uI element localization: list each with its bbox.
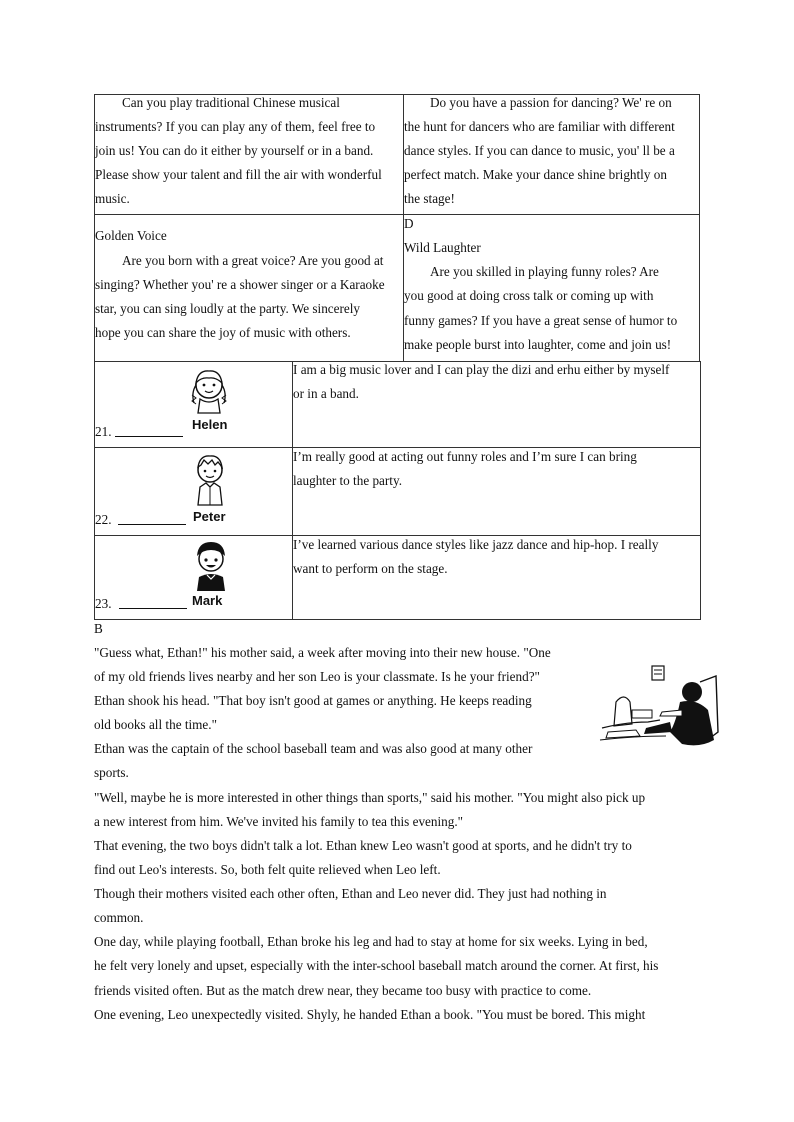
passage-line: Though their mothers visited each other often, Ethan and Leo never did. They just had nothing in <box>94 886 607 901</box>
passage-line: common. <box>94 910 144 925</box>
peter-statement-line: laughter to the party. <box>293 473 403 488</box>
passage-line: he felt very lonely and upset, especially with the inter-school baseball match around the corner. At first, his <box>94 958 659 973</box>
question-number: 22. <box>95 512 112 527</box>
passage-line: One day, while playing football, Ethan broke his leg and had to stay at home for six weeks. Lying in bed, <box>94 934 648 949</box>
mark-statement-line: want to perform on the stage. <box>293 561 448 576</box>
helen-name: Helen <box>192 417 228 432</box>
passage-line: friends visited often. But as the match drew near, they became too busy with practice to come. <box>94 983 592 998</box>
answer-blank-23[interactable] <box>119 598 187 609</box>
ad-table-horizontal-divider <box>94 214 700 215</box>
ad-a-line: Please show your talent and fill the air with wonderful <box>95 167 382 182</box>
ad-b-line: the stage! <box>404 191 455 206</box>
helen-statement-line: I am a big music lover and I can play the dizi and erhu either by myself <box>293 362 670 377</box>
question-number: 23. <box>95 596 112 611</box>
answer-blank-21[interactable] <box>115 426 183 437</box>
helen-girl-icon <box>186 365 232 415</box>
mark-boy-icon <box>189 539 233 593</box>
ad-b-line: the hunt for dancers who are familiar with different <box>404 119 675 134</box>
ad-d-title: Wild Laughter <box>404 240 481 255</box>
ad-a-line: join us! You can do it either by yourself or in a band. <box>95 143 374 158</box>
passage-line: "Well, maybe he is more interested in other things than sports," said his mother. "You might also pick up <box>94 790 646 805</box>
passage-line: a new interest from him. We've invited his family to tea this evening." <box>94 814 464 829</box>
match-table-row-divider <box>94 535 701 536</box>
ad-c-line: Are you born with a great voice? Are you good at <box>122 253 384 268</box>
match-table-row-divider <box>94 447 701 448</box>
ad-a-line: music. <box>95 191 130 206</box>
answer-blank-22[interactable] <box>118 514 186 525</box>
peter-name: Peter <box>193 509 226 524</box>
peter-boy-icon <box>188 451 232 507</box>
passage-line: sports. <box>94 765 129 780</box>
passage-line: Ethan was the captain of the school baseball team and was also good at many other <box>94 741 533 756</box>
passage-line: old books all the time." <box>94 717 217 732</box>
passage-line: One evening, Leo unexpectedly visited. Shyly, he handed Ethan a book. "You must be bored. This might <box>94 1007 646 1022</box>
ad-d-line: make people burst into laughter, come and join us! <box>404 337 672 352</box>
ad-a-line: instruments? If you can play any of them, feel free to <box>95 119 376 134</box>
passage-letter: B <box>94 621 103 636</box>
ad-d-line: Are you skilled in playing funny roles? Are <box>430 264 659 279</box>
passage-line: of my old friends lives nearby and her son Leo is your classmate. Is he your friend?" <box>94 669 540 684</box>
question-number: 21. <box>95 424 112 439</box>
passage-line: find out Leo's interests. So, both felt quite relieved when Leo left. <box>94 862 441 877</box>
ad-d-letter: D <box>404 216 414 231</box>
ad-c-line: hope you can share the joy of music with others. <box>95 325 351 340</box>
mark-statement-line: I’ve learned various dance styles like jazz dance and hip-hop. I really <box>293 537 659 552</box>
ad-d-line: funny games? If you have a great sense of humor to <box>404 313 678 328</box>
ad-d-line: you good at doing cross talk or coming up with <box>404 288 654 303</box>
ad-c-line: singing? Whether you' re a shower singer or a Karaoke <box>95 277 385 292</box>
ad-b-line: perfect match. Make your dance shine brightly on <box>404 167 667 182</box>
peter-statement-line: I’m really good at acting out funny roles and I’m sure I can bring <box>293 449 637 464</box>
ad-b-line: dance styles. If you can dance to music, you' ll be a <box>404 143 675 158</box>
ad-b-line: Do you have a passion for dancing? We' re on <box>430 95 672 110</box>
passage-line: "Guess what, Ethan!" his mother said, a week after moving into their new house. "One <box>94 645 551 660</box>
ad-c-line: star, you can sing loudly at the party. We sincerely <box>95 301 361 316</box>
passage-line: Ethan shook his head. "That boy isn't good at games or anything. He keeps reading <box>94 693 532 708</box>
ad-c-title: Golden Voice <box>95 228 167 243</box>
helen-statement-line: or in a band. <box>293 386 359 401</box>
ad-a-line: Can you play traditional Chinese musical <box>122 95 340 110</box>
reading-boy-illustration <box>596 662 722 752</box>
passage-line: That evening, the two boys didn't talk a lot. Ethan knew Leo wasn't good at sports, and he didn't try to <box>94 838 632 853</box>
mark-name: Mark <box>192 593 223 608</box>
